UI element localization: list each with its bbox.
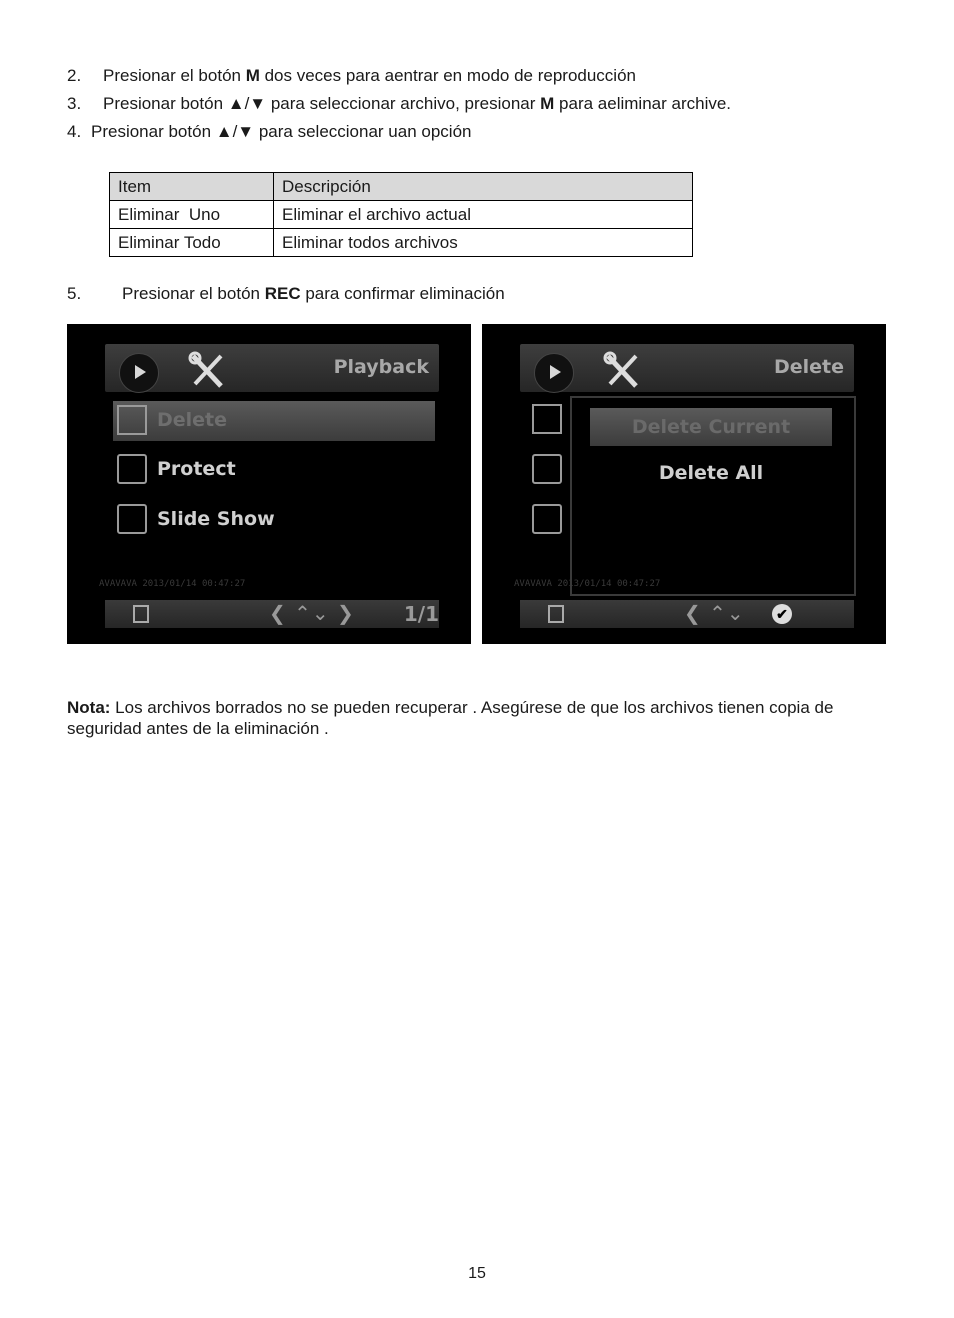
note [67,697,887,739]
menu-icon [133,605,149,623]
bottom-bar [105,600,439,628]
check-icon: ✔ [772,604,792,624]
button-name: M [540,94,555,113]
top-bar [105,344,439,392]
step-number: 5. [67,284,82,303]
step-4 [67,122,471,142]
tools-icon [602,350,642,390]
slideshow-icon [532,504,562,534]
table-header: Descripción [274,173,693,201]
delete-submenu [570,396,856,596]
step-number: 2. [67,66,82,85]
menu-item-label: Slide Show [157,508,275,530]
key-icon [117,454,147,484]
delete-all-option[interactable]: Delete All [658,462,764,484]
menu-item-delete[interactable] [113,401,435,441]
button-name: REC [264,284,301,303]
play-icon [534,353,574,393]
page-number: 15 [468,1265,486,1282]
page-counter: 1/1 [403,602,439,626]
step-5 [67,284,505,304]
slideshow-icon [117,504,147,534]
note-label: Nota: [67,698,111,717]
table-cell: Eliminar el archivo actual [274,201,693,229]
step-text: dos veces para aentrar en modo de reproducción [259,66,636,85]
table-row [110,229,693,257]
note-text: Los archivos borrados no se pueden recuperar . Asegúrese de que los archivos tienen copia de seguridad antes de la eliminación . [67,698,834,738]
mode-title: Delete [773,356,844,378]
step-text: Presionar botón ▲/▼ para seleccionar uan opción [91,122,472,141]
step-text: para confirmar eliminación [300,284,505,303]
playback-screen [67,324,471,644]
step-3 [67,94,731,114]
table-cell: Eliminar Uno [110,201,274,229]
step-number: 3. [67,94,82,113]
step-text: para aeliminar archive. [554,94,732,113]
table-row [110,201,693,229]
delete-current-option[interactable]: Delete Current [590,408,832,446]
tools-icon [187,350,227,390]
key-icon [532,454,562,484]
step-text: Presionar botón ▲/▼ para seleccionar archivo, presionar [103,94,541,113]
navigation-arrows: ❮ ⌃⌄ [684,601,745,625]
step-text: Presionar el botón [122,284,265,303]
mode-title: Playback [333,356,429,378]
step-number: 4. [67,122,82,141]
timestamp: AVAVAVA 2013/01/14 00:47:27 [514,579,661,589]
trash-icon [532,404,562,434]
menu-item-slideshow[interactable] [113,500,435,540]
trash-icon [117,405,147,435]
menu-item-label: Protect [157,458,236,480]
button-name: M [245,66,260,85]
table-header-row [110,173,693,201]
table-cell: Eliminar todos archivos [274,229,693,257]
menu-icon [548,605,564,623]
table-cell: Eliminar Todo [110,229,274,257]
navigation-arrows: ❮ ⌃⌄ ❯ [269,601,355,625]
play-icon [119,353,159,393]
options-table [109,172,693,257]
delete-screen [482,324,886,644]
timestamp: AVAVAVA 2013/01/14 00:47:27 [99,579,246,589]
bottom-bar [520,600,854,628]
top-bar [520,344,854,392]
menu-item-label: Delete [157,409,228,431]
table-header: Item [110,173,274,201]
menu-item-protect[interactable] [113,450,435,490]
step-2 [67,66,636,86]
step-text: Presionar el botón [103,66,246,85]
